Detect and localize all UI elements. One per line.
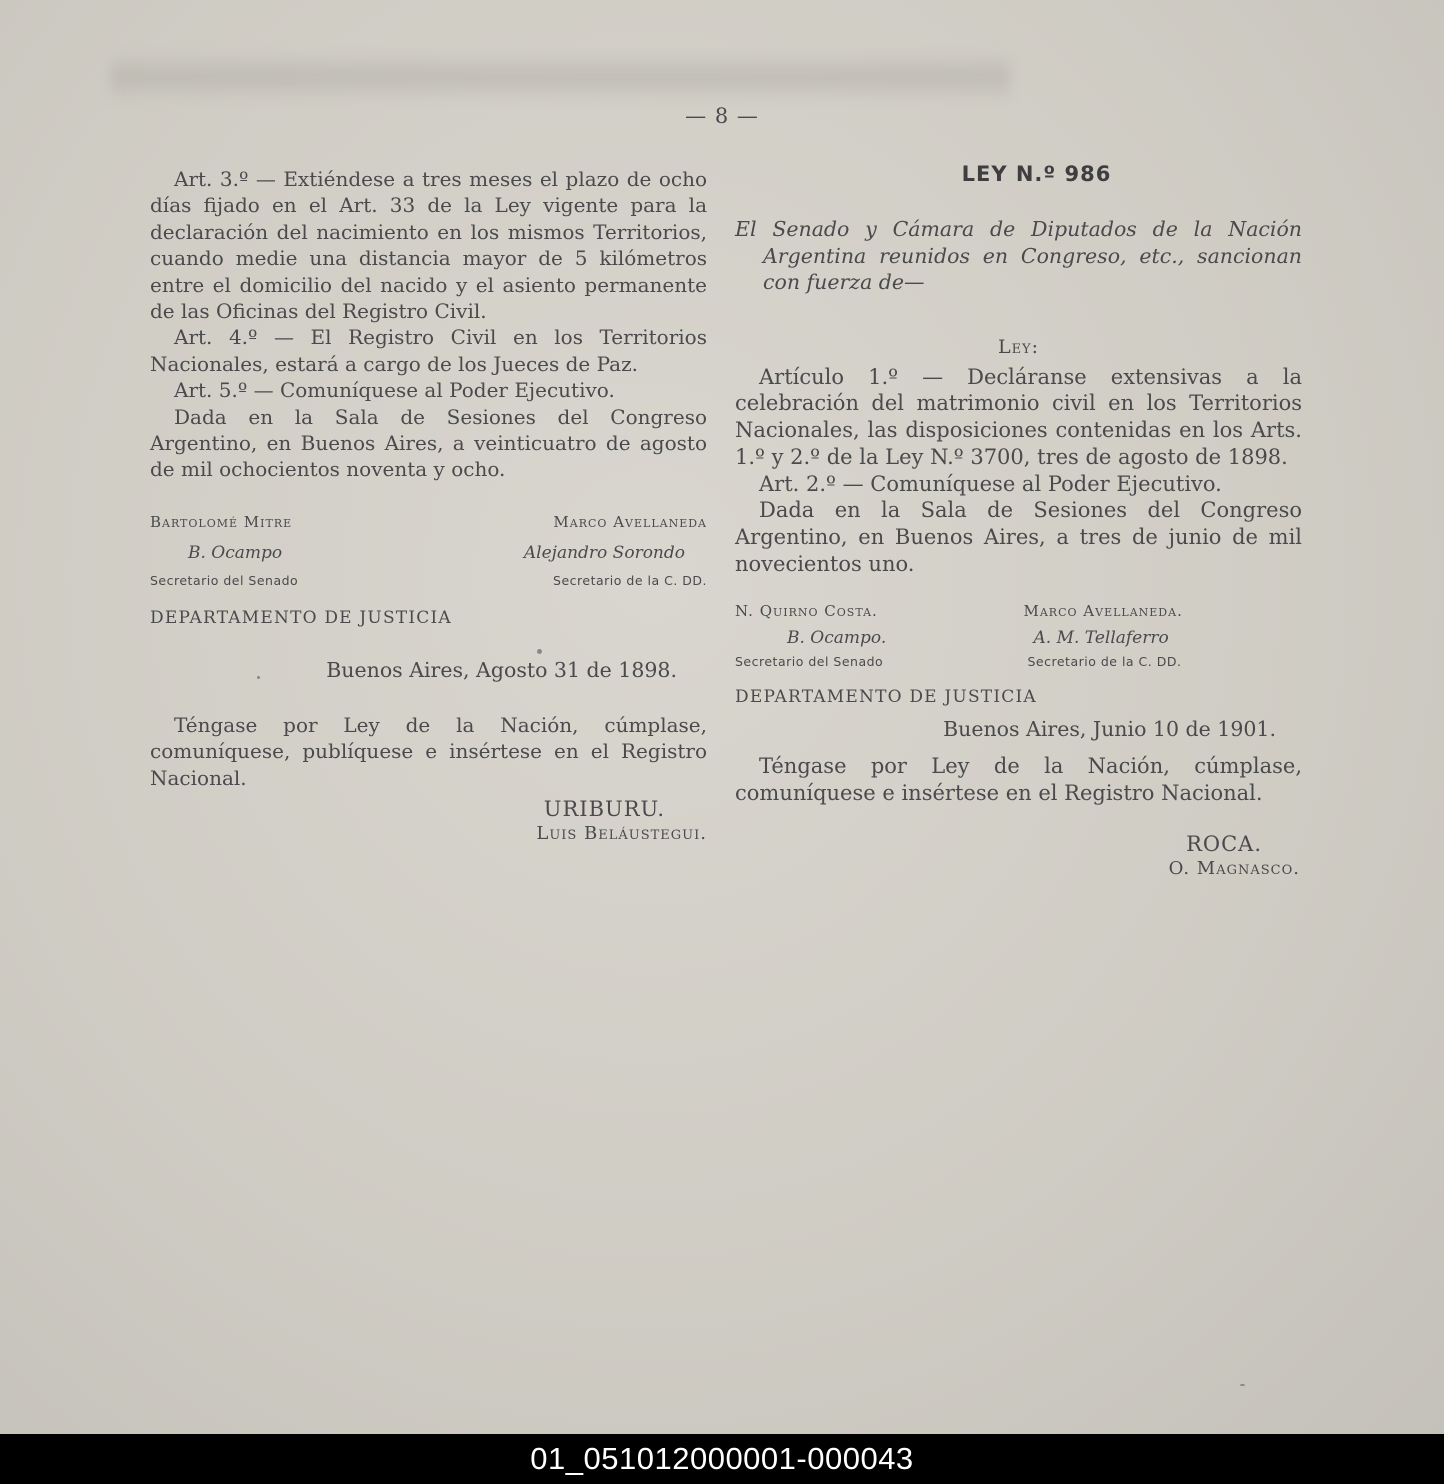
senate-secretary-role: Secretario del Senado	[150, 572, 299, 588]
right-article-1: Artículo 1.º — Decláranse extensivas a la celebración del matrimonio civil en los Territorios Nacionales, las disposiciones contenidas en los Arts. 1.º y 2.º de la Ley N.º 3700, tres de agosto de 1898.	[735, 364, 1302, 469]
left-president-signature: URIBURU.	[543, 797, 665, 822]
ley-heading: Ley:	[997, 335, 1040, 358]
left-signatures	[150, 513, 707, 588]
ink-speck	[537, 649, 542, 654]
right-date: Buenos Aires, Junio 10 de 1901.	[943, 716, 1276, 741]
enacting-clause: El Senado y Cámara de Diputados de la Nación Argentina reunidos en Congreso, etc., sancionan con fuerza de—	[735, 217, 1302, 294]
right-minister-signature: O. Magnasco.	[1168, 858, 1300, 880]
deputies-president: Marco Avellaneda	[553, 512, 707, 531]
left-department: DEPARTAMENTO DE JUSTICIA	[150, 607, 452, 628]
right-signatures	[735, 602, 1302, 669]
left-dada-paragraph: Dada en la Sala de Sesiones del Congreso Argentino, en Buenos Aires, a veinticuatro de agosto de mil ochocientos noventa y ocho.	[150, 404, 707, 482]
left-article-4: Art. 4.º — El Registro Civil en los Territorios Nacionales, estará a cargo de los Jueces de Paz.	[150, 325, 707, 376]
deputies-secretary-role: Secretario de la C. DD.	[1027, 653, 1182, 669]
senate-secretary: B. Ocampo.	[787, 627, 887, 648]
senate-president: Bartolomé Mitre	[150, 512, 293, 531]
senate-secretary-role: Secretario del Senado	[735, 653, 884, 669]
senate-secretary: B. Ocampo	[188, 542, 283, 563]
right-dada-paragraph: Dada en la Sala de Sesiones del Congreso Argentino, en Buenos Aires, a tres de junio de mil novecientos uno.	[735, 498, 1302, 577]
right-article-2: Art. 2.º — Comuníquese al Poder Ejecutivo.	[759, 471, 1222, 496]
left-minister-signature: Luis Beláustegui.	[536, 823, 707, 845]
left-date: Buenos Aires, Agosto 31 de 1898.	[326, 657, 677, 682]
deputies-secretary: A. M. Tellaferro	[1033, 627, 1169, 648]
deputies-secretary-role: Secretario de la C. DD.	[553, 572, 707, 588]
right-department: DEPARTAMENTO DE JUSTICIA	[735, 686, 1037, 707]
ink-speck	[257, 676, 260, 679]
deputies-secretary: Alejandro Sorondo	[523, 542, 685, 563]
image-id-bar: 01_051012000001-000043	[0, 1434, 1444, 1484]
right-column	[735, 162, 1302, 879]
left-article-5: Art. 5.º — Comuníquese al Poder Ejecutivo.	[174, 378, 615, 403]
left-article-3: Art. 3.º — Extiéndese a tres meses el plazo de ocho días fijado en el Art. 33 de la Ley vigente para la declaración del nacimiento en los mismos Territorios, cuando medie una distancia mayor de 5 kilómetros entre el domicilio del nacido y el asiento permanente de las Oficinas del Registro Civil.	[150, 167, 707, 324]
show-through-text	[110, 52, 1010, 102]
law-title: LEY N.º 986	[961, 162, 1112, 186]
right-decree: Téngase por Ley de la Nación, cúmplase, comuníquese e insértese en el Registro Nacional.	[735, 753, 1302, 805]
left-decree: Téngase por Ley de la Nación, cúmplase, comuníquese, publíquese e insértese en el Registro Nacional.	[150, 712, 707, 790]
right-president-signature: ROCA.	[1186, 832, 1262, 857]
senate-president: N. Quirno Costa.	[735, 601, 878, 620]
ink-speck	[1240, 1384, 1245, 1386]
left-column	[150, 166, 707, 844]
deputies-president: Marco Avellaneda.	[1023, 601, 1183, 620]
page-number: — 8 —	[685, 104, 759, 128]
